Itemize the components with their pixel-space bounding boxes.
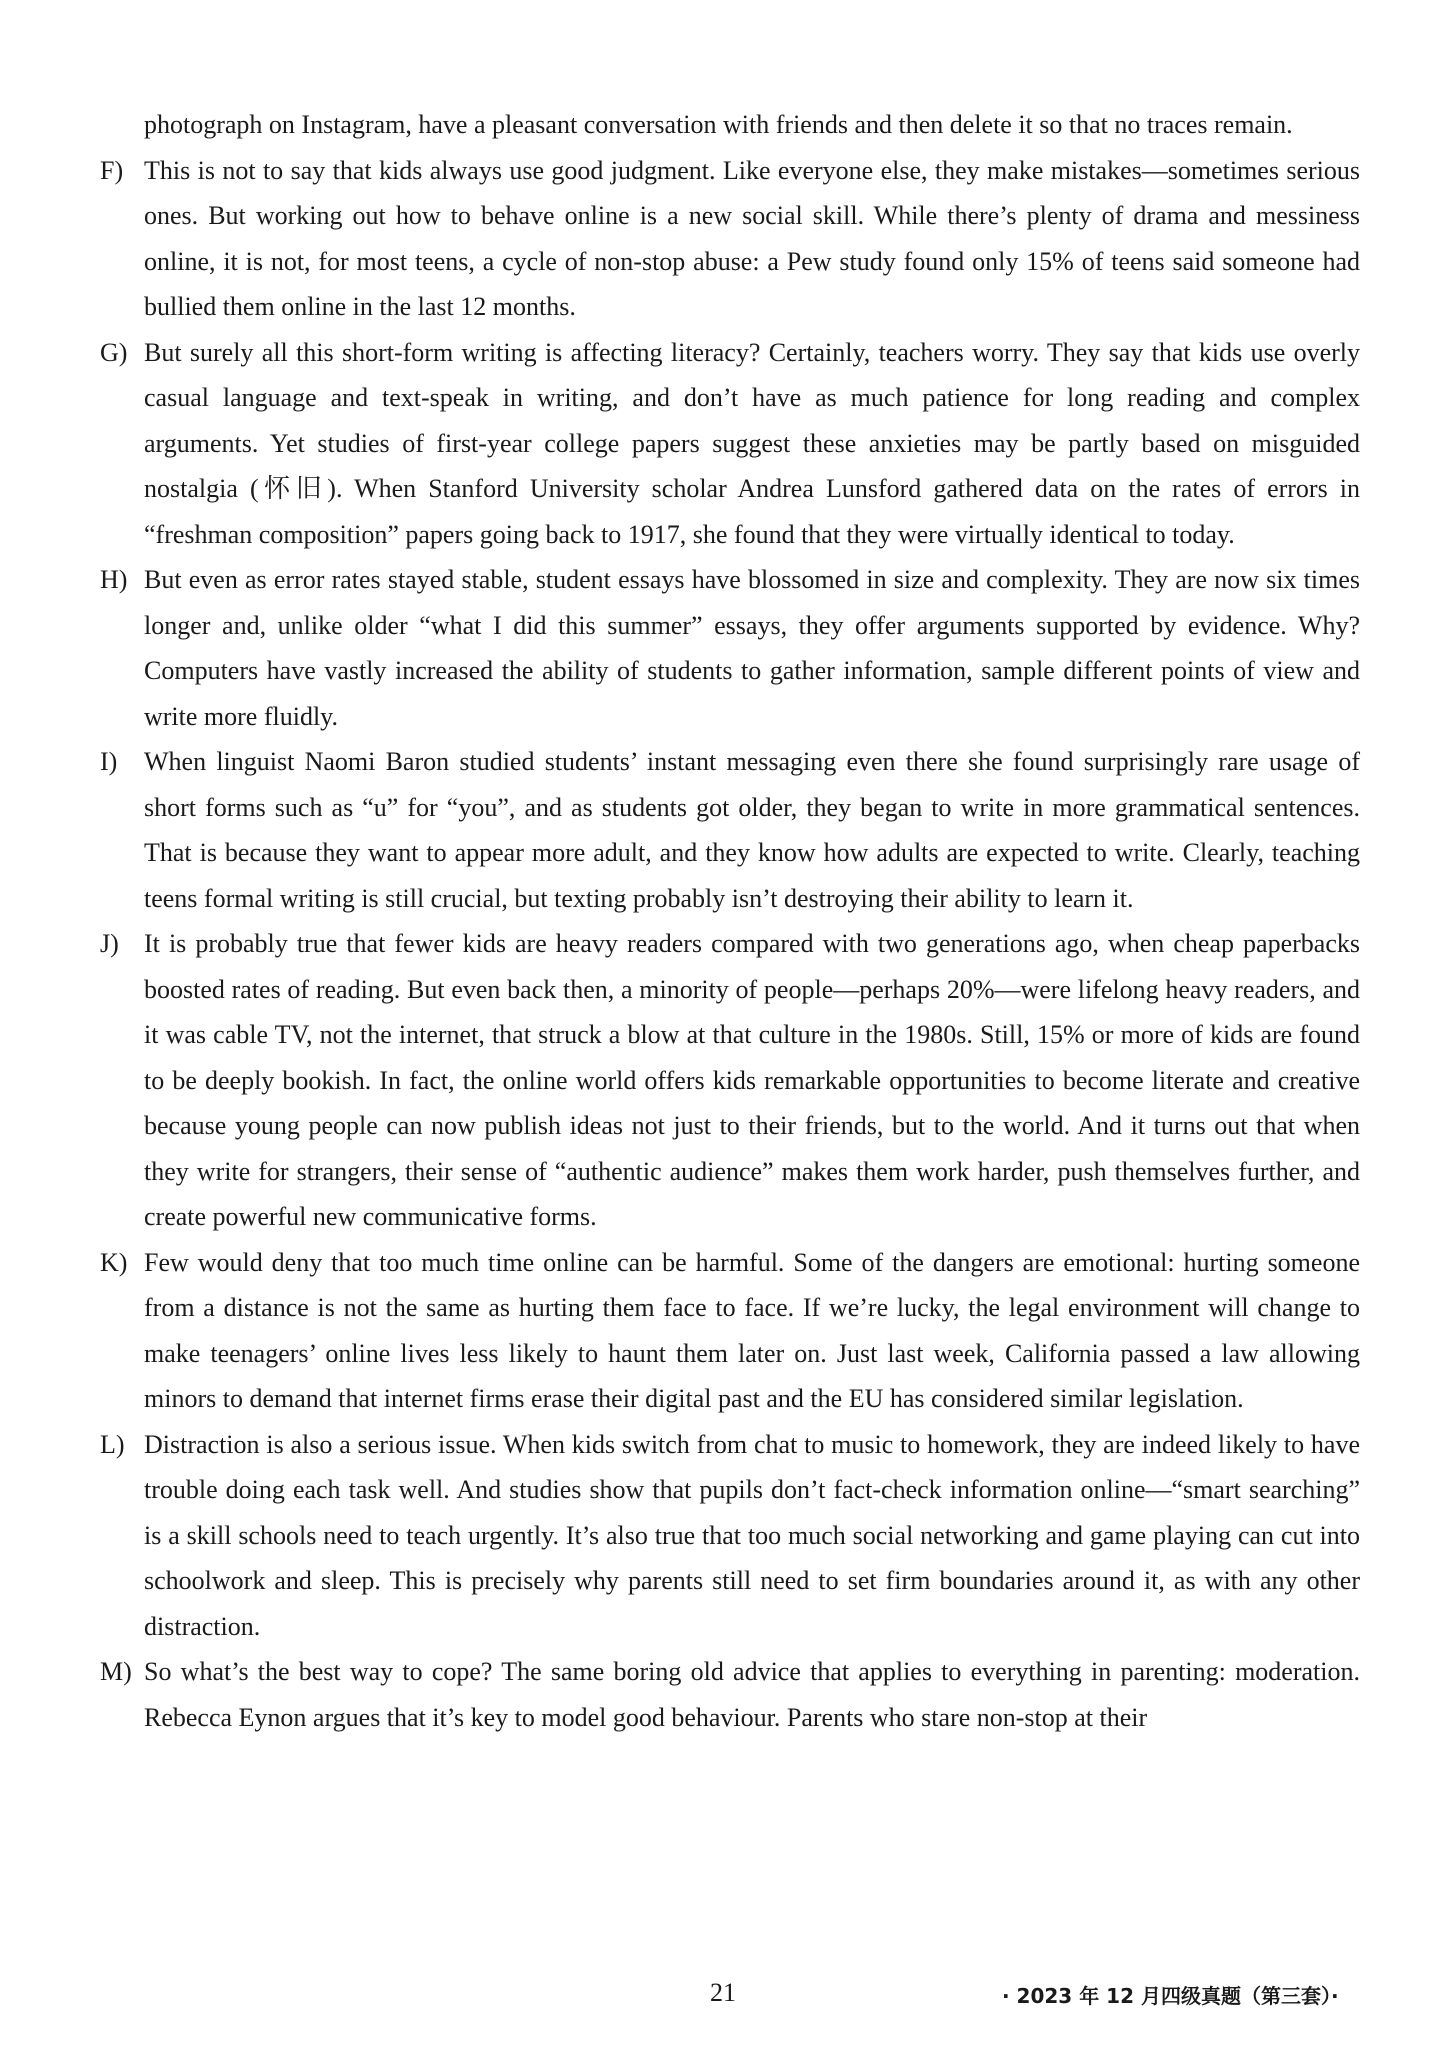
paragraph-f (100, 148, 1360, 330)
page-footer (0, 1978, 1430, 2018)
article-body (100, 102, 1360, 1740)
paragraph-letter: F) (100, 155, 124, 185)
paragraph-letter: G) (100, 337, 128, 367)
paragraph-letter: L) (100, 1429, 125, 1459)
paragraph-text: It is probably true that fewer kids are heavy readers compared with two generations ago, when cheap paperbacks boosted rates of reading. But even back then, a minority of people—perhaps 20%—were lifelong heavy readers, and it was cable TV, not the internet, that struck a blow at that culture in the 1980s. Still, 15% or more of kids are found to be deeply bookish. In fact, the online world offers kids remarkable opportunities to become literate and creative because young people can now publish ideas not just to their friends, but to the world. And it turns out that when they write for strangers, their sense of “authentic audience” makes them work harder, push themselves further, and create powerful new communicative forms. (144, 929, 1360, 1231)
paragraph-text: Few would deny that too much time online can be harmful. Some of the dangers are emotional: hurting someone from a distance is not the same as hurting them face to face. If we’re lucky, the legal environment will change to make teenagers’ online lives less likely to haunt them later on. Just last week, California passed a law allowing minors to demand that internet firms erase their digital past and the EU has considered similar legislation. (144, 1247, 1360, 1413)
paragraph-text: photograph on Instagram, have a pleasant conversation with friends and then delete it so that no traces remain. (144, 110, 1293, 139)
paragraph-h (100, 557, 1360, 739)
paragraph-letter: M) (100, 1657, 132, 1686)
paragraph-l (100, 1422, 1360, 1650)
paragraph-m (100, 1649, 1360, 1740)
paragraph-text: Distraction is also a serious issue. When kids switch from chat to music to homework, they are indeed likely to have trouble doing each task well. And studies show that pupils don’t fact-check information online—“smart searching” is a skill schools need to teach urgently. It’s also true that too much social networking and game playing can cut into schoolwork and sleep. This is precisely why parents still need to set firm boundaries around it, as with any other distraction. (144, 1429, 1360, 1641)
paragraph-text: So what’s the best way to cope? The same boring old advice that applies to everything in parenting: moderation. Rebecca Eynon argues that it’s key to model good behaviour. Parents who stare non-stop at their (144, 1657, 1360, 1732)
paragraph-letter: J) (100, 929, 119, 958)
page-number: 21 (710, 1978, 736, 2007)
paragraph-g (100, 330, 1360, 558)
exam-label: · 2023 年 12 月四级真题（第三套）· (1002, 1984, 1339, 2008)
paragraph-letter: I) (100, 747, 118, 776)
paragraph-i (100, 739, 1360, 921)
paragraph-k (100, 1240, 1360, 1422)
paragraph-letter: K) (100, 1247, 128, 1277)
paragraph-letter: H) (100, 565, 128, 594)
paragraph-continuation (144, 102, 1360, 148)
paragraph-text: But surely all this short-form writing is affecting literacy? Certainly, teachers worry. They say that kids use overly casual language and text-speak in writing, and don’t have as much patience for long reading and complex arguments. Yet studies of first-year college papers suggest these anxieties may be partly based on misguided nostalgia (怀旧). When Stanford University scholar Andrea Lunsford gathered data on the rates of errors in “freshman composition” papers going back to 1917, she found that they were virtually identical to today. (144, 337, 1360, 549)
paragraph-j (100, 921, 1360, 1240)
paragraph-text: This is not to say that kids always use good judgment. Like everyone else, they make mistakes—sometimes serious ones. But working out how to behave online is a new social skill. While there’s plenty of drama and messiness online, it is not, for most teens, a cycle of non-stop abuse: a Pew study found only 15% of teens said someone had bullied them online in the last 12 months. (144, 155, 1360, 321)
paragraph-text: When linguist Naomi Baron studied students’ instant messaging even there she found surprisingly rare usage of short forms such as “u” for “you”, and as students got older, they began to write in more grammatical sentences. That is because they want to appear more adult, and they know how adults are expected to write. Clearly, teaching teens formal writing is still crucial, but texting probably isn’t destroying their ability to learn it. (144, 747, 1360, 913)
paragraph-text: But even as error rates stayed stable, student essays have blossomed in size and complexity. They are now six times longer and, unlike older “what I did this summer” essays, they offer arguments supported by evidence. Why? Computers have vastly increased the ability of students to gather information, sample different points of view and write more fluidly. (144, 565, 1360, 731)
